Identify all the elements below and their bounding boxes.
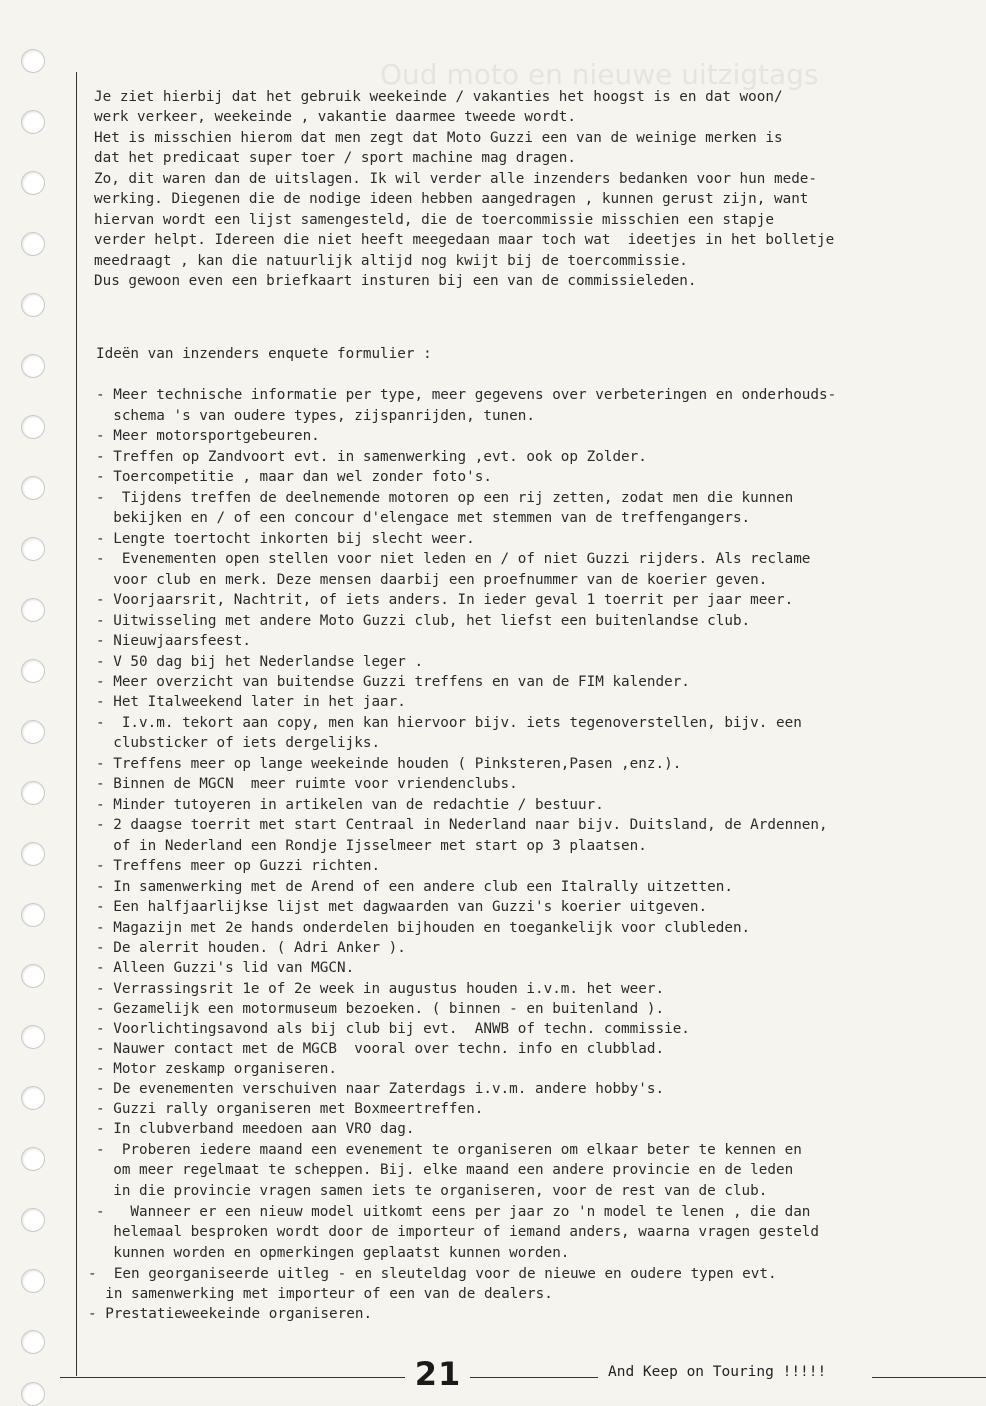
idea-line: - Uitwisseling met andere Moto Guzzi club, het liefst een buitenlandse club. — [96, 613, 751, 629]
idea-line: - Verrassingsrit 1e of 2e week in augustus houden i.v.m. het weer. — [96, 981, 665, 997]
idea-line: - Meer technische informatie per type, meer gegevens over verbeteringen en onderhouds- — [96, 387, 837, 403]
idea-line: om meer regelmaat te scheppen. Bij. elke maand een andere provincie en de leden — [96, 1162, 794, 1178]
intro-line: Dus gewoon even een briefkaart insturen bij een van de commissieleden. — [94, 273, 697, 289]
idea-line: - Het Italweekend later in het jaar. — [96, 694, 406, 710]
idea-line: kunnen worden en opmerkingen geplaatst kunnen worden. — [96, 1245, 570, 1261]
idea-line: - Treffens meer op lange weekeinde houden ( Pinksteren,Pasen ,enz.). — [96, 756, 682, 772]
intro-line: Zo, dit waren dan de uitslagen. Ik wil verder alle inzenders bedanken voor hun mede- — [94, 171, 818, 187]
idea-line: - Voorjaarsrit, Nachtrit, of iets anders. In ieder geval 1 toerrit per jaar meer. — [96, 592, 794, 608]
idea-line: helemaal besproken wordt door de importeur of iemand anders, waarna vragen gesteld — [96, 1224, 820, 1240]
idea-line: - Binnen de MGCN meer ruimte voor vriendenclubs. — [96, 776, 518, 792]
ideas-heading: Ideën van inzenders enquete formulier : — [96, 346, 432, 362]
idea-line: - I.v.m. tekort aan copy, men kan hiervoor bijv. iets tegenoverstellen, bijv. een — [96, 715, 802, 731]
idea-line: in die provincie vragen samen iets te organiseren, voor de rest van de club. — [96, 1183, 768, 1199]
idea-line: voor club en merk. Deze mensen daarbij een proefnummer van de koerier geven. — [96, 572, 768, 588]
idea-line: - Evenementen open stellen voor niet leden en / of niet Guzzi rijders. Als reclame — [96, 551, 811, 567]
show-through-title: Oud moto en nieuwe uitzigtags — [380, 58, 819, 91]
idea-line: - Proberen iedere maand een evenement te organiseren om elkaar beter te kennen en — [96, 1142, 802, 1158]
idea-line: - Een halfjaarlijkse lijst met dagwaarden van Guzzi's koerier uitgeven. — [96, 899, 708, 915]
idea-line: - Nauwer contact met de MGCB vooral over techn. info en clubblad. — [96, 1041, 665, 1057]
intro-line: werk verkeer, weekeinde , vakantie daarmee tweede wordt. — [94, 109, 577, 125]
idea-line: in samenwerking met importeur of een van de dealers. — [88, 1286, 553, 1302]
idea-line: - Alleen Guzzi's lid van MGCN. — [96, 960, 355, 976]
idea-line: - De alerrit houden. ( Adri Anker ). — [96, 940, 406, 956]
idea-line: - De evenementen verschuiven naar Zaterdags i.v.m. andere hobby's. — [96, 1081, 665, 1097]
idea-line: - In clubverband meedoen aan VRO dag. — [96, 1121, 415, 1137]
idea-line: bekijken en / of een concour d'elengace met stemmen van de treffengangers. — [96, 510, 751, 526]
idea-line: - Treffen op Zandvoort evt. in samenwerking ,evt. ook op Zolder. — [96, 449, 647, 465]
intro-line: dat het predicaat super toer / sport machine mag dragen. — [94, 150, 577, 166]
idea-line: - Lengte toertocht inkorten bij slecht weer. — [96, 531, 475, 547]
idea-line: - Treffens meer op Guzzi richten. — [96, 858, 381, 874]
idea-line: - Motor zeskamp organiseren. — [96, 1061, 338, 1077]
idea-line: - Minder tutoyeren in artikelen van de redachtie / bestuur. — [96, 797, 604, 813]
idea-line: - Meer overzicht van buitendse Guzzi treffens en van de FIM kalender. — [96, 674, 690, 690]
idea-line: - Nieuwjaarsfeest. — [96, 633, 251, 649]
idea-line: - 2 daagse toerrit met start Centraal in Nederland naar bijv. Duitsland, de Ardennen, — [96, 817, 828, 833]
page-number: 21 — [414, 1355, 462, 1393]
idea-line: - Een georganiseerde uitleg - en sleuteldag voor de nieuwe en oudere typen evt. — [88, 1266, 777, 1282]
intro-line: werking. Diegenen die de nodige ideen hebben aangedragen , kunnen gerust zijn, want — [94, 191, 809, 207]
footer-rule-left — [60, 1377, 405, 1378]
idea-line: - Wanneer er een nieuw model uitkomt eens per jaar zo 'n model te lenen , die dan — [96, 1204, 811, 1220]
intro-line: Je ziet hierbij dat het gebruik weekeinde / vakanties het hoogst is en dat woon/ — [94, 89, 783, 105]
idea-line: - Magazijn met 2e hands onderdelen bijhouden en toegankelijk voor clubleden. — [96, 920, 751, 936]
footer-rule-right — [872, 1377, 986, 1378]
idea-line: - V 50 dag bij het Nederlandse leger . — [96, 654, 424, 670]
idea-line: schema 's van oudere types, zijspanrijden, tunen. — [96, 408, 535, 424]
idea-line: - Tijdens treffen de deelnemende motoren op een rij zetten, zodat men die kunnen — [96, 490, 794, 506]
idea-line: - Guzzi rally organiseren met Boxmeertreffen. — [96, 1101, 484, 1117]
idea-line: - Meer motorsportgebeuren. — [96, 428, 320, 444]
idea-line: - In samenwerking met de Arend of een andere club een Italrally uitzetten. — [96, 879, 733, 895]
intro-line: meedraagt , kan die natuurlijk altijd nog kwijt bij de toercommissie. — [94, 253, 688, 269]
idea-line: of in Nederland een Rondje Ijsselmeer met start op 3 plaatsen. — [96, 838, 647, 854]
idea-line: - Voorlichtingsavond als bij club bij evt. ANWB of techn. commissie. — [96, 1021, 690, 1037]
idea-line: - Toercompetitie , maar dan wel zonder foto's. — [96, 469, 492, 485]
idea-line: - Prestatieweekeinde organiseren. — [88, 1306, 373, 1322]
intro-line: verder helpt. Idereen die niet heeft meegedaan maar toch wat ideetjes in het bolletje — [94, 232, 835, 248]
intro-line: Het is misschien hierom dat men zegt dat Moto Guzzi een van de weinige merken is — [94, 130, 783, 146]
intro-line: hiervan wordt een lijst samengesteld, die de toercommissie misschien een stapje — [94, 212, 774, 228]
idea-line: clubsticker of iets dergelijks. — [96, 735, 381, 751]
idea-line: - Gezamelijk een motormuseum bezoeken. ( binnen - en buitenland ). — [96, 1001, 665, 1017]
footer-rule-middle — [470, 1377, 598, 1378]
footer-slogan: And Keep on Touring !!!!! — [608, 1364, 827, 1380]
